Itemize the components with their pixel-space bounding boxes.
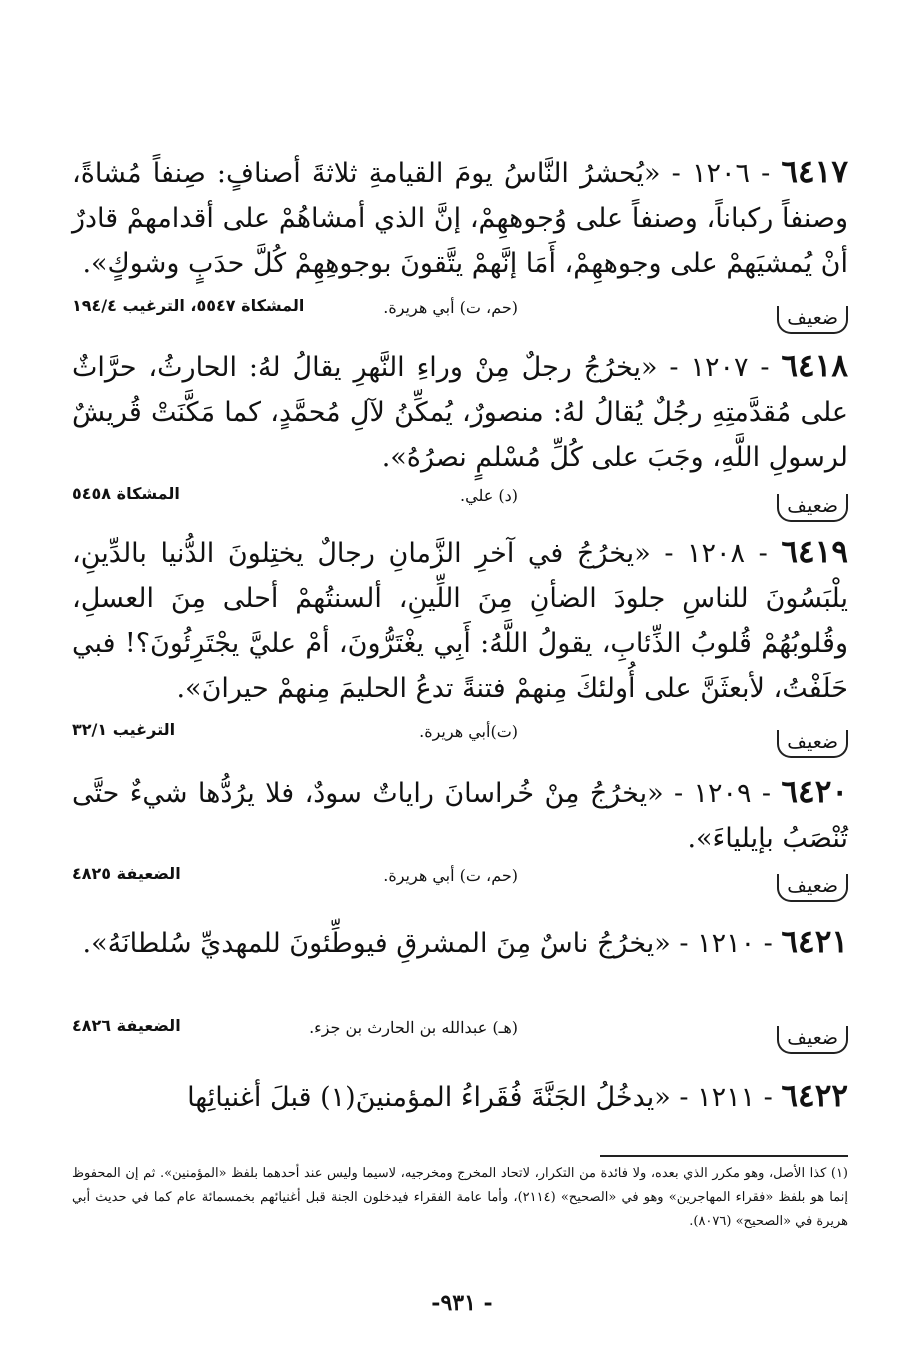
hadith-text: - ١٢٠٦ - «يُحشرُ النَّاسُ يومَ القيامةِ ثلاثةَ أصنافٍ: صِنفاً مُشاةً، وصنفاً ركباناً، وصنفاً على وُجوههِمْ، إنَّ الذي أمشاهُمْ على أقدامهمْ قادرٌ أنْ يُمشيَهمْ على وجوههِمْ، أَمَا إنَّهمْ يتَّقونَ بوجوهِهِمْ كُلَّ حدَبٍ وشوكٍ». bbox=[72, 158, 848, 279]
reference: المشكاة ٥٥٤٧، الترغيب ١٩٤/٤ bbox=[72, 296, 305, 315]
hadith-number: ٦٤١٩ bbox=[781, 534, 848, 570]
hadith-text: - ١٢٠٨ - «يخرُجُ في آخرِ الزَّمانِ رجالٌ يختِلونَ الدُّنيا بالدِّينِ، يلْبَسُونَ للناسِ جلودَ الضأنِ مِنَ اللِّينِ، ألسنتُهمْ أحلى مِنَ العسلِ، وقُلوبُهُمْ قُلوبُ الذِّئابِ، يقولُ اللَّهُ: أَبِي يغْتَرُّونَ، أمْ عليَّ يجْتَرِئُونَ؟! فبي حَلَفْتُ، لأبعثَنَّ على أُولئكَ مِنهمْ فتنةً تدعُ الحليمَ مِنهمْ حيرانَ». bbox=[72, 538, 848, 704]
footnote: (١) كذا الأصل، وهو مكرر الذي بعده، ولا فائدة من التكرار، لاتحاد المخرج ومخرجيه، لاسيما وليس عند أحدهما بلفظ «المؤمنين». ثم إن المحفوظ إنما هو بلفظ «فقراء المهاجرين» وهو في «الصحيح» (٢١١٤)، وأما عامة الفقراء فيدخلون الجنة قبل أغنيائهم بخمسمائة عام كما في حديث أبي هريرة في «الصحيح» (٨٠٧٦). bbox=[72, 1166, 848, 1229]
verdict-line bbox=[72, 722, 848, 766]
hadith-entry bbox=[72, 1074, 848, 1120]
hadith-text: - ١٢١١ - «يدخُلُ الجَنَّةَ فُقَراءُ المؤمنينَ(١) قبلَ أغنيائِها bbox=[187, 1082, 782, 1113]
source-attribution: (ت)أبي هريرة. bbox=[419, 722, 518, 741]
verdict-badge: ضعيف bbox=[777, 1026, 848, 1054]
verdict-line bbox=[72, 1018, 848, 1062]
reference: المشكاة ٥٤٥٨ bbox=[72, 484, 180, 503]
hadith-entry bbox=[72, 150, 848, 286]
hadith-number: ٦٤٢١ bbox=[781, 924, 848, 960]
reference: الترغيب ٣٢/١ bbox=[72, 720, 176, 739]
hadith-entry bbox=[72, 530, 848, 711]
page-number: - ٩٣١- bbox=[431, 1290, 493, 1316]
source-attribution: (حم، ت) أبي هريرة. bbox=[383, 298, 518, 317]
verdict-line bbox=[72, 486, 848, 530]
source-attribution: (د) علي. bbox=[460, 486, 518, 505]
verdict-line bbox=[72, 298, 848, 342]
verdict-line bbox=[72, 866, 848, 910]
verdict-badge: ضعيف bbox=[777, 494, 848, 522]
hadith-text: - ١٢٠٧ - «يخرُجُ رجلٌ مِنْ وراءِ النَّهرِ يقالُ لهُ: الحارثُ، حرَّاثٌ على مُقدَّمتِهِ رجُلٌ يُقالُ لهُ: منصورٌ، يُمكِّنُ لآلِ مُحمَّدٍ، كما مَكَّنَتْ قُريشٌ لرسولِ اللَّهِ، وجَبَ على كُلِّ مُسْلمٍ نصرُهُ». bbox=[72, 352, 848, 473]
hadith-number: ٦٤١٨ bbox=[781, 348, 848, 384]
hadith-text: - ١٢٠٩ - «يخرُجُ مِنْ خُراسانَ راياتٌ سودٌ، فلا يرُدُّها شيءٌ حتَّى تُنْصَبُ بإيلياءَ». bbox=[72, 778, 848, 854]
verdict-badge: ضعيف bbox=[777, 874, 848, 902]
verdict-badge: ضعيف bbox=[777, 730, 848, 758]
hadith-text: - ١٢١٠ - «يخرُجُ ناسٌ مِنَ المشرقِ فيوطِّئونَ للمهديِّ سُلطانَهُ». bbox=[82, 928, 782, 959]
hadith-entry bbox=[72, 344, 848, 480]
verdict-badge: ضعيف bbox=[777, 306, 848, 334]
hadith-number: ٦٤٢٢ bbox=[781, 1078, 848, 1114]
hadith-entry bbox=[72, 920, 848, 966]
reference: الضعيفة ٤٨٢٥ bbox=[72, 864, 181, 883]
hadith-number: ٦٤٢٠ bbox=[781, 774, 848, 810]
source-attribution: (حم، ت) أبي هريرة. bbox=[383, 866, 518, 885]
source-attribution: (هـ) عبدالله بن الحارث بن جزء. bbox=[309, 1018, 518, 1037]
footnote-divider bbox=[600, 1155, 848, 1157]
reference: الضعيفة ٤٨٢٦ bbox=[72, 1016, 181, 1035]
hadith-entry bbox=[72, 770, 848, 861]
hadith-number: ٦٤١٧ bbox=[781, 154, 848, 190]
